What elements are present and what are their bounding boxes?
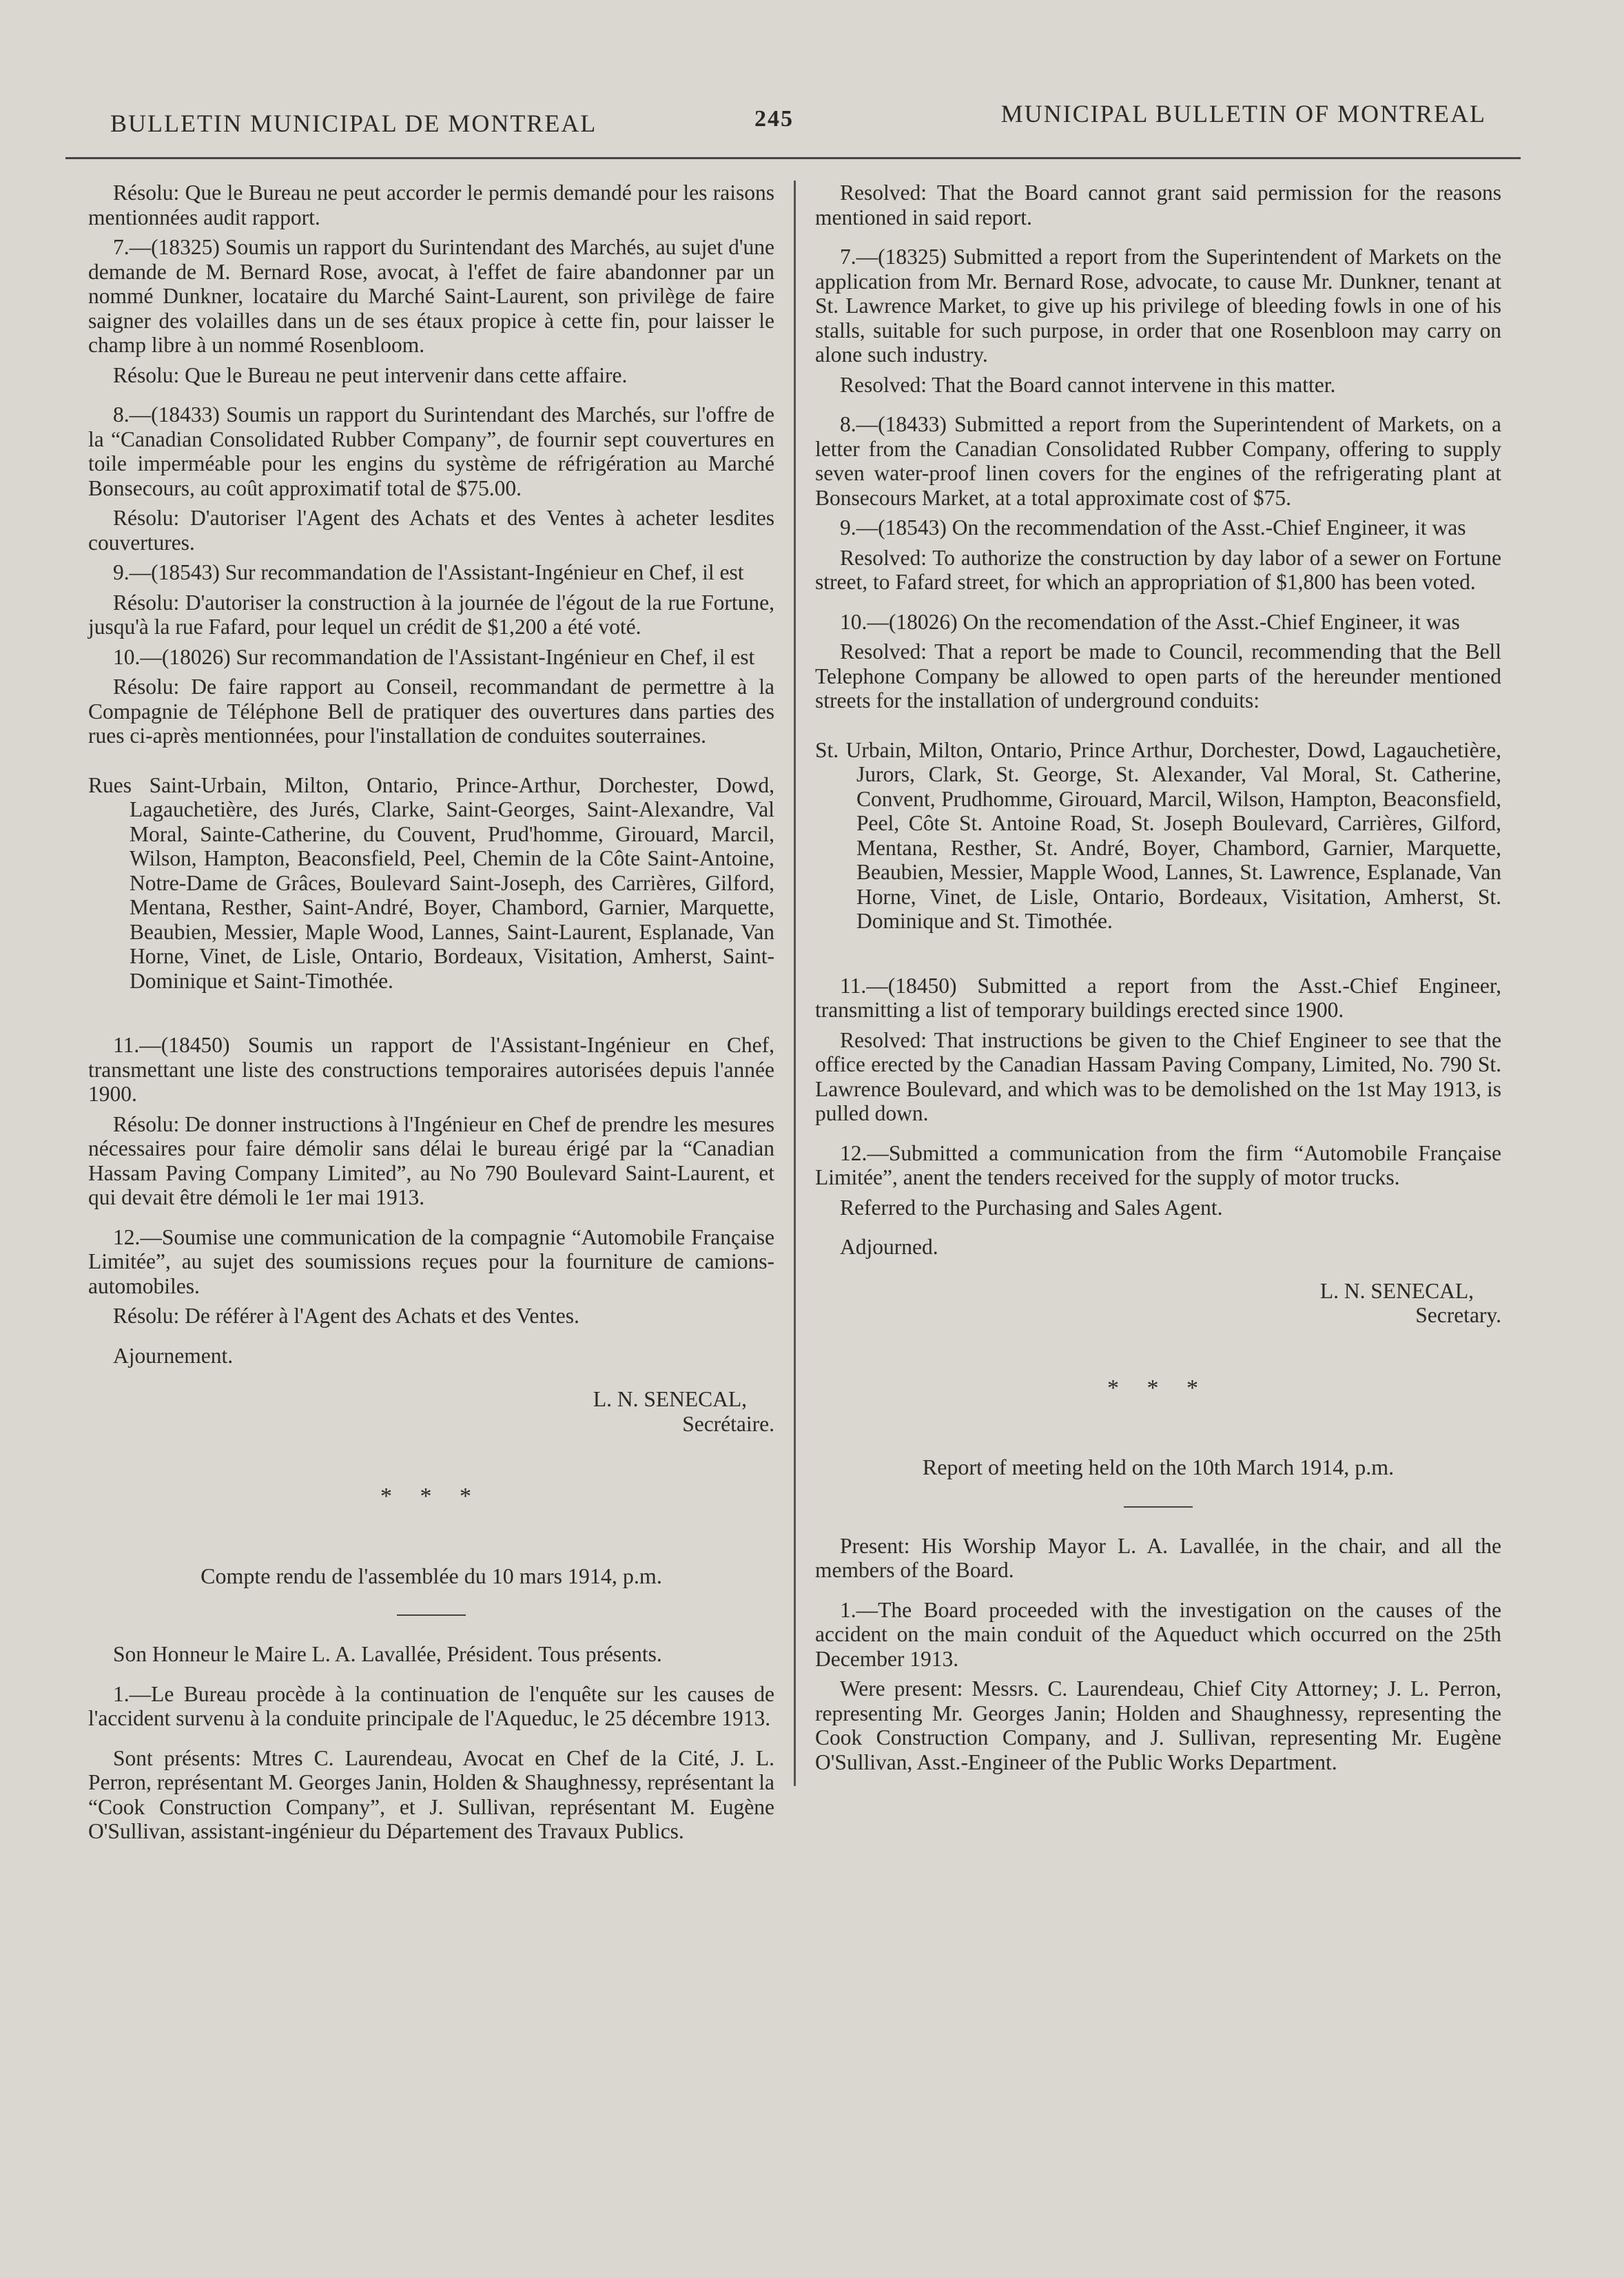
signature-name: L. N. SENECAL, [1319,1278,1474,1303]
header-french-title: BULLETIN MUNICIPAL DE MONTREAL [110,110,597,137]
signature-block [88,1387,774,1436]
meeting-title: Compte rendu de l'assemblée du 10 mars 1914, p.m. [201,1563,662,1588]
paragraph: Resolved: That a report be made to Council, recommending that the Bell Telephone Company be allowed to open parts of the hereunder mentioned streets for the installation of underground conduits: [815,639,1501,712]
two-column-body [76,181,1514,2250]
paragraph: 7.—(18325) Submitted a report from the Superintendent of Markets on the application from Mr. Bernard Rose, advocate, to cause Mr. Dunkner, tenant at St. Lawrence Market, to give up his privilege of bleeding fowls in one of his stalls, suitable for such purpose, in order that one Rosenbloon may carry on alone such industry. [815,245,1501,367]
paragraph: Résolu: De référer à l'Agent des Achats et des Ventes. [113,1304,579,1328]
paragraph: 11.—(18450) Submitted a report from the Asst.-Chief Engineer, transmitting a list of temporary buildings erected since 1900. [815,973,1501,1022]
adjournment: Adjourned. [840,1235,938,1259]
paragraph: 11.—(18450) Soumis un rapport de l'Assistant-Ingénieur en Chef, transmettant une liste des constructions temporaires autorisées depuis l'année 1900. [88,1033,774,1106]
paragraph: 9.—(18543) Sur recommandation de l'Assistant-Ingénieur en Chef, il est [113,560,744,584]
paragraph: 8.—(18433) Submitted a report from the Superintendent of Markets, on a letter from the Canadian Consolidated Rubber Company, offering to supply seven water-proof linen covers for the engines of the refrigerating plant at Bonsecours Market, at a total approximate cost of $75. [815,412,1501,510]
paragraph: Résolu: De donner instructions à l'Ingénieur en Chef de prendre les mesures nécessaires pour faire démolir sans délai le bureau érigé par la “Canadian Hassam Paving Company Limited”, au No 790 Boulevard Saint-Laurent, et qui devait être démoli le 1er mai 1913. [88,1111,774,1209]
street-list: Rues Saint-Urbain, Milton, Ontario, Prince-Arthur, Dorchester, Dowd, Lagauchetière, des Jurés, Clarke, Saint-Georges, Saint-Alexandre, Val Moral, Sainte-Catherine, du Couvent, Prud'homme, Girouard, Marcil, Wilson, Hampton, Beaconsfield, Peel, Chemin de la Côte Saint-Antoine, Notre-Dame de Grâces, Boulevard Saint-Joseph, des Carrières, Gilford, Mentana, Resther, Saint-André, Boyer, Chambord, Garnier, Marquette, Beaubien, Messier, Maple Wood, Lannes, Saint-Laurent, Esplanade, Van Horne, Vinet, de Lisle, Ontario, Bordeaux, Visitation, Amherst, Saint-Dominique et Saint-Timothée. [88,772,774,993]
section-separator: * * * [1107,1375,1209,1401]
paragraph: Résolu: Que le Bureau ne peut accorder le permis demandé pour les raisons mentionnées audit rapport. [88,181,774,229]
paragraph: Resolved: To authorize the construction by day labor of a sewer on Fortune street, to Fafard street, for which an appropriation of $1,800 has been voted. [815,545,1501,594]
paragraph: Referred to the Purchasing and Sales Agent. [840,1195,1223,1220]
paragraph: 1.—Le Bureau procède à la continuation de l'enquête sur les causes de l'accident survenu à la conduite principale de l'Aqueduc, le 25 décembre 1913. [88,1681,774,1730]
short-rule [1124,1506,1193,1508]
paragraph: Resolved: That instructions be given to the Chief Engineer to see that the office erected by the Canadian Hassam Paving Company, Limited, No. 790 St. Lawrence Boulevard, and which was to be demolished on the 1st May 1913, is pulled down. [815,1027,1501,1125]
paragraph: Résolu: D'autoriser l'Agent des Achats et des Ventes à acheter lesdites couvertures. [88,506,774,555]
meeting-title: Report of meeting held on the 10th March 1914, p.m. [922,1455,1395,1479]
paragraph: 8.—(18433) Soumis un rapport du Surintendant des Marchés, sur l'offre de la “Canadian Consolidated Rubber Company”, de fournir sept couvertures en toile imperméable pour les engins du système de réfrigération au Marché Bonsecours, au coût approximatif total de $75.00. [88,402,774,500]
page-header [65,96,1521,152]
header-rule [65,157,1521,159]
paragraph: Sont présents: Mtres C. Laurendeau, Avocat en Chef de la Cité, J. L. Perron, représentant M. Georges Janin, Holden & Shaughnessy, représentant la “Cook Construction Company”, et J. Sullivan, représentant M. Eugène O'Sullivan, assistant-ingénieur du Département des Travaux Publics. [88,1745,774,1843]
paragraph: 7.—(18325) Soumis un rapport du Surintendant des Marchés, au sujet d'une demande de M. Bernard Rose, avocat, à l'effet de faire abandonner par un nommé Dunkner, locataire du Marché Saint-Laurent, son privilège de faire saigner des volailles dans un de ses étaux propice à cette fin, pour laisser le champ libre à un nommé Rosenbloom. [88,235,774,357]
paragraph: Résolu: Que le Bureau ne peut intervenir dans cette affaire. [113,362,628,387]
paragraph: 1.—The Board proceeded with the investigation on the causes of the accident on the main conduit of the Aqueduct which occurred on the 25th December 1913. [815,1597,1501,1671]
street-list: St. Urbain, Milton, Ontario, Prince Arthur, Dorchester, Dowd, Lagauchetière, Jurors, Clark, St. George, St. Alexander, Val Moral, St. Catherine, Convent, Prudhomme, Girouard, Marcil, Wilson, Hampton, Beaconsfield, Peel, Côte St. Antoine Road, St. Joseph Boulevard, Carrières, Gilford, Mentana, Resther, St. André, Boyer, Chambord, Garnier, Marquette, Beaubien, Messier, Mapple Wood, Lannes, St. Lawrence, Esplanade, Van Horne, Vinet, de Lisle, Ontario, Bordeaux, Visitation, Amherst, St. Dominique and St. Timothée. [815,737,1501,933]
paragraph: Were present: Messrs. C. Laurendeau, Chief City Attorney; J. L. Perron, representing Mr. Georges Janin; Holden and Shaughnessy, representing the Cook Construction Company, and J. Sullivan, representing Mr. Eugène O'Sullivan, Asst.-Engineer of the Public Works Department. [815,1676,1501,1774]
signature-name: L. N. SENECAL, [593,1387,747,1411]
signature-role: Secretary. [1415,1303,1501,1327]
paragraph: 12.—Soumise une communication de la compagnie “Automobile Française Limitée”, au sujet des soumissions reçues pour la fourniture de camions-automobiles. [88,1224,774,1298]
paragraph: Resolved: That the Board cannot intervene in this matter. [840,372,1336,397]
paragraph: 12.—Submitted a communication from the firm “Automobile Française Limitée”, anent the tenders received for the supply of motor trucks. [815,1140,1501,1189]
short-rule [397,1614,466,1616]
section-separator: * * * [380,1484,482,1509]
paragraph: 10.—(18026) On the recomendation of the Asst.-Chief Engineer, it was [840,609,1460,634]
signature-block [815,1279,1501,1328]
french-column [76,181,794,2250]
header-english-title: MUNICIPAL BULLETIN OF MONTREAL [1000,100,1486,127]
paragraph: Résolu: De faire rapport au Conseil, recommandant de permettre à la Compagnie de Téléphone Bell de pratiquer des ouvertures dans parties des rues ci-après mentionnées, pour l'installation de conduites souterraines. [88,675,774,748]
adjournment: Ajournement. [113,1343,234,1368]
paragraph: Résolu: D'autoriser la construction à la journée de l'égout de la rue Fortune, jusqu'à la rue Fafard, pour lequel un crédit de $1,200 a été voté. [88,590,774,639]
paragraph: Son Honneur le Maire L. A. Lavallée, Président. Tous présents. [113,1642,662,1666]
paragraph: 10.—(18026) Sur recommandation de l'Assistant-Ingénieur en Chef, il est [113,644,755,669]
paragraph: 9.—(18543) On the recommendation of the Asst.-Chief Engineer, it was [840,515,1466,540]
page-number: 245 [754,106,794,132]
english-column [796,181,1514,2250]
signature-role: Secrétaire. [682,1411,774,1436]
paragraph: Present: His Worship Mayor L. A. Lavallée, in the chair, and all the members of the Board. [815,1533,1501,1582]
paragraph: Resolved: That the Board cannot grant said permission for the reasons mentioned in said report. [815,181,1501,229]
